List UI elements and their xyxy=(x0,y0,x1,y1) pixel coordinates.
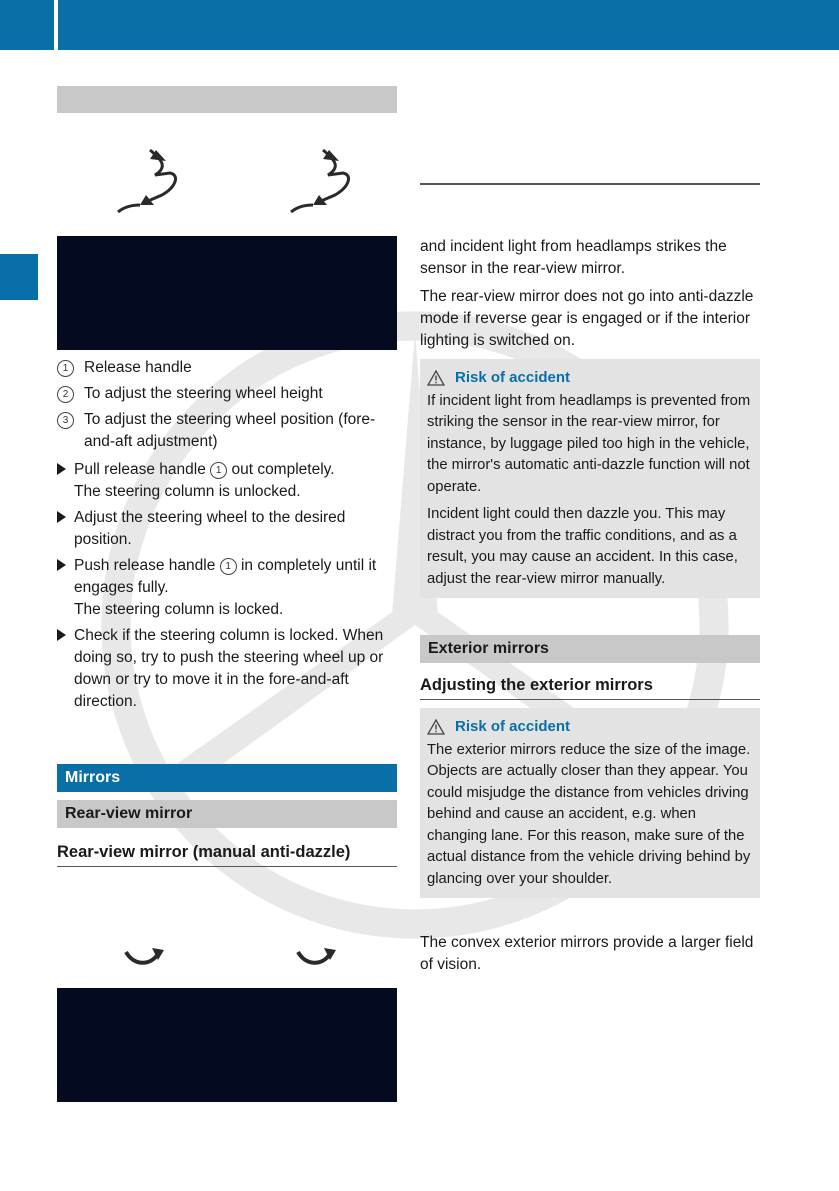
adjust-arrow-icon xyxy=(283,145,363,220)
warning-header xyxy=(427,716,753,738)
warning-text: The exterior mirrors reduce the size of the image. Objects are actually closer than they appear. You could misjudge the distance from vehicles driving behind and cause an accident, e.g. when changing lane. For this reason, make sure of the actual distance from the vehicle driving behind by glancing over your shoulder. xyxy=(427,741,751,887)
handle-reference: 1 xyxy=(220,558,237,575)
steering-wheel-figure xyxy=(57,236,397,350)
warning-text: If incident light from headlamps is prevented from striking the sensor in the rear-view mirror, for instance, by luggage piled too high in the vehicle, the mirror's automatic anti-dazzle function will not operate. xyxy=(427,392,751,495)
warning-box xyxy=(420,359,760,598)
step-item: Pull release handle 1 out completely. The steering column is unlocked. xyxy=(57,459,402,503)
figure-caption-bar xyxy=(57,86,397,113)
step-arrow-icon xyxy=(57,559,66,571)
exterior-mirror-text xyxy=(420,932,762,982)
tilt-arrow-icon xyxy=(294,944,338,970)
divider-line xyxy=(420,183,760,185)
warning-triangle-icon xyxy=(427,719,445,735)
legend-item xyxy=(57,357,402,379)
step-arrow-icon xyxy=(57,629,66,641)
header-bar xyxy=(0,0,839,50)
warning-box xyxy=(420,708,760,898)
legend-number: 2 xyxy=(57,386,74,403)
section-heading-exterior-mirrors: Exterior mirrors xyxy=(420,635,760,663)
legend-item xyxy=(57,409,402,453)
step-result: The steering column is locked. xyxy=(74,601,284,618)
rear-view-mirror-figure xyxy=(57,988,397,1102)
legend-text: Release handle xyxy=(84,359,192,376)
paragraph: The convex exterior mirrors provide a larger field of vision. xyxy=(420,934,754,973)
figure-legend xyxy=(57,357,402,453)
step-item: Push release handle 1 in completely until it engages fully. The steering column is locked. xyxy=(57,555,402,621)
subsection-heading-rear-view: Rear-view mirror xyxy=(57,800,397,828)
paragraph: and incident light from headlamps strikes the sensor in the rear-view mirror. xyxy=(420,238,727,277)
legend-text: To adjust the steering wheel position (fore-and-aft adjustment) xyxy=(84,411,376,450)
warning-title: Risk of accident xyxy=(455,718,571,735)
chapter-side-tab xyxy=(0,254,38,300)
warning-header xyxy=(427,367,753,389)
step-result: The steering column is unlocked. xyxy=(74,483,301,500)
step-arrow-icon xyxy=(57,511,66,523)
warning-text: Incident light could then dazzle you. This may distract you from the traffic conditions, and as a result, you may cause an accident. In this case, adjust the rear-view mirror manually. xyxy=(427,506,738,587)
instruction-steps xyxy=(57,459,402,717)
header-divider xyxy=(54,0,58,50)
legend-number: 3 xyxy=(57,412,74,429)
step-item: Check if the steering column is locked. When doing so, try to push the steering wheel up or down or try to move it in the fore-and-aft direction. xyxy=(57,625,402,713)
section-heading-mirrors: Mirrors xyxy=(57,764,397,792)
legend-item xyxy=(57,383,402,405)
paragraph: The rear-view mirror does not go into anti-dazzle mode if reverse gear is engaged or if the interior lighting is switched on. xyxy=(420,288,754,349)
warning-triangle-icon xyxy=(427,370,445,386)
step-arrow-icon xyxy=(57,463,66,475)
legend-text: To adjust the steering wheel height xyxy=(84,385,323,402)
warning-title: Risk of accident xyxy=(455,369,571,386)
step-item: Adjust the steering wheel to the desired position. xyxy=(57,507,402,551)
adjust-arrow-icon xyxy=(110,145,190,220)
tilt-arrow-icon xyxy=(122,944,166,970)
heading-adjusting-exterior: Adjusting the exterior mirrors xyxy=(420,674,760,700)
legend-number: 1 xyxy=(57,360,74,377)
handle-reference: 1 xyxy=(210,462,227,479)
rear-view-text xyxy=(420,236,762,358)
heading-rear-view-manual: Rear-view mirror (manual anti-dazzle) xyxy=(57,841,397,867)
